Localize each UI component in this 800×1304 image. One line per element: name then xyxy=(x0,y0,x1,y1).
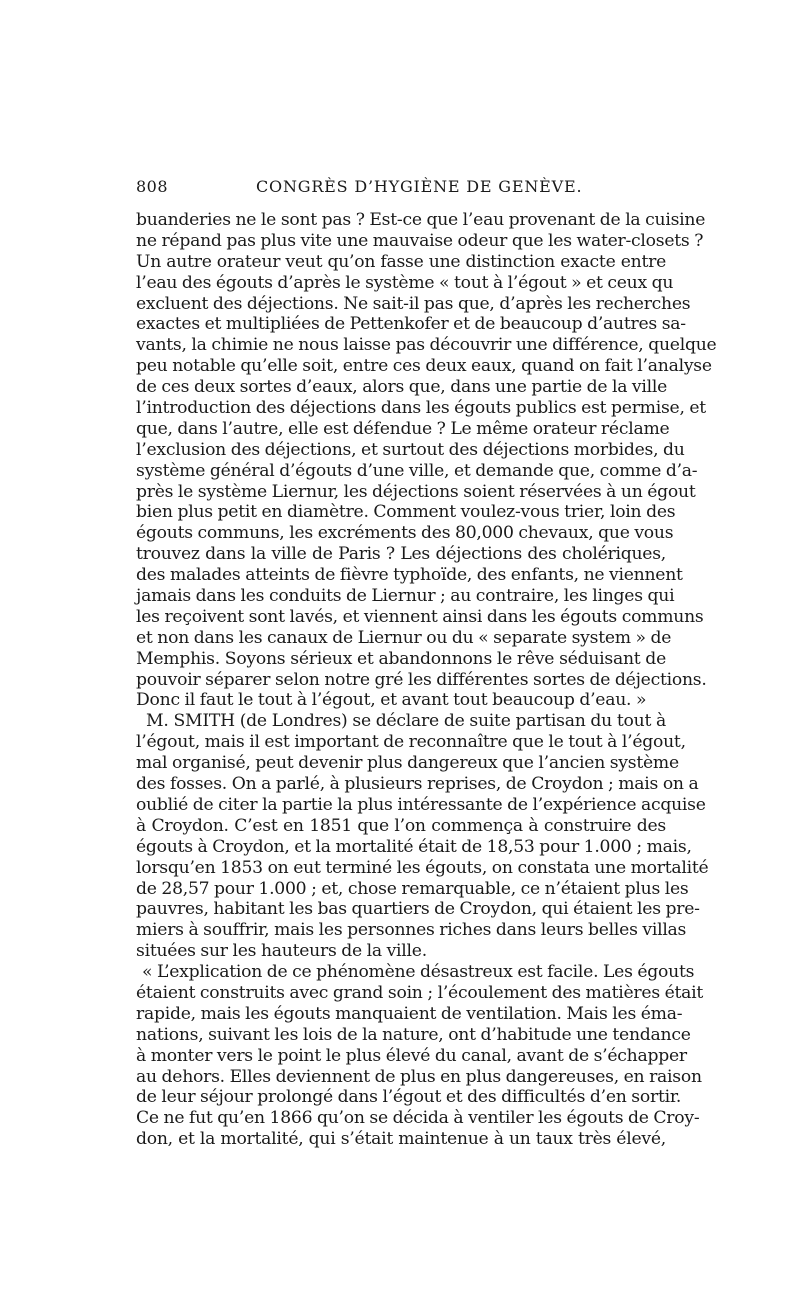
text-line: de ces deux sortes d’eaux, alors que, dans une partie de la ville xyxy=(136,377,668,398)
page-number: 808 xyxy=(136,177,169,196)
page-header xyxy=(136,177,664,203)
text-line: des fosses. On a parlé, à plusieurs reprises, de Croydon ; mais on a xyxy=(136,774,699,795)
text-line: à monter vers le point le plus élevé du canal, avant de s’échapper xyxy=(136,1045,687,1066)
text-line: Memphis. Soyons sérieux et abandonnons le rêve séduisant de xyxy=(136,648,666,669)
text-line: égouts communs, les excréments des 80,000 chevaux, que vous xyxy=(136,523,674,544)
text-line: buanderies ne le sont pas ? Est-ce que l’eau provenant de la cuisine xyxy=(136,210,706,230)
text-line: vants, la chimie ne nous laisse pas découvrir une différence, quelque xyxy=(136,335,717,356)
text-line: rapide, mais les égouts manquaient de ventilation. Mais les éma- xyxy=(136,1003,683,1024)
text-line: don, et la mortalité, qui s’était maintenue à un taux très élevé, xyxy=(136,1129,666,1150)
text-line: oublié de citer la partie la plus intéressante de l’expérience acquise xyxy=(136,794,706,815)
text-line: bien plus petit en diamètre. Comment voulez-vous trier, loin des xyxy=(136,502,676,523)
text-line: égouts à Croydon, et la mortalité était de 18,53 pour 1.000 ; mais, xyxy=(136,836,692,857)
paragraph-start-line: « L’explication de ce phénomène désastreux est facile. Les égouts xyxy=(142,962,695,983)
text-line: jamais dans les conduits de Liernur ; au contraire, les linges qui xyxy=(136,586,675,607)
text-line: au dehors. Elles deviennent de plus en plus dangereuses, en raison xyxy=(136,1066,702,1087)
text-line: que, dans l’autre, elle est défendue ? Le même orateur réclame xyxy=(136,418,670,439)
text-line: et non dans les canaux de Liernur ou du « separate system » de xyxy=(136,627,672,648)
text-line: pauvres, habitant les bas quartiers de Croydon, qui étaient les pre- xyxy=(136,899,700,920)
text-line: pouvoir séparer selon notre gré les différentes sortes de déjections. xyxy=(136,669,707,690)
text-line: mal organisé, peut devenir plus dangereux que l’ancien système xyxy=(136,753,679,774)
text-line: Ce ne fut qu’en 1866 qu’on se décida à ventiler les égouts de Croy- xyxy=(136,1108,700,1129)
text-line: de 28,57 pour 1.000 ; et, chose remarquable, ce n’étaient plus les xyxy=(136,878,689,899)
text-line: l’égout, mais il est important de reconnaître que le tout à l’égout, xyxy=(136,732,686,753)
text-line: peu notable qu’elle soit, entre ces deux eaux, quand on fait l’analyse xyxy=(136,356,712,377)
text-line: système général d’égouts d’une ville, et demande que, comme d’a- xyxy=(136,460,698,481)
text-line: exactes et multipliées de Pettenkofer et de beaucoup d’autres sa- xyxy=(136,314,686,335)
text-line: étaient construits avec grand soin ; l’écoulement des matières était xyxy=(136,982,704,1003)
paragraph-end-line: Donc il faut le tout à l’égout, et avant tout beaucoup d’eau. » xyxy=(136,690,647,711)
page-body xyxy=(136,210,717,1150)
text-line: miers à souffrir, mais les personnes riches dans leurs belles villas xyxy=(136,920,687,941)
text-line: excluent des déjections. Ne sait-il pas que, d’après les recherches xyxy=(136,293,691,314)
text-line: Un autre orateur veut qu’on fasse une distinction exacte entre xyxy=(136,251,666,272)
text-line: l’eau des égouts d’après le système « tout à l’égout » et ceux qu xyxy=(136,272,674,293)
text-line: de leur séjour prolongé dans l’égout et des difficultés d’en sortir. xyxy=(136,1087,682,1108)
text-line: trouvez dans la ville de Paris ? Les déjections des cholériques, xyxy=(136,544,666,565)
text-line: les reçoivent sont lavés, et viennent ainsi dans les égouts communs xyxy=(136,606,704,627)
text-line: l’exclusion des déjections, et surtout des déjections morbides, du xyxy=(136,439,685,460)
text-line: lorsqu’en 1853 on eut terminé les égouts, on constata une mortalité xyxy=(136,857,709,878)
paragraph-start-line: M. SMITH (de Londres) se déclare de suite partisan du tout à xyxy=(146,711,666,732)
text-line: ne répand pas plus vite une mauvaise odeur que les water-closets ? xyxy=(136,230,704,251)
text-line: nations, suivant les lois de la nature, ont d’habitude une tendance xyxy=(136,1024,691,1045)
text-line: près le système Liernur, les déjections soient réservées à un égout xyxy=(136,481,696,502)
text-line: des malades atteints de fièvre typhoïde, des enfants, ne viennent xyxy=(136,565,683,586)
paragraph-end-line: situées sur les hauteurs de la ville. xyxy=(136,941,427,962)
text-line: l’introduction des déjections dans les égouts publics est permise, et xyxy=(136,398,706,419)
running-title: CONGRÈS D’HYGIÈNE DE GENÈVE. xyxy=(256,177,583,196)
text-line: à Croydon. C’est en 1851 que l’on commença à construire des xyxy=(136,815,666,836)
